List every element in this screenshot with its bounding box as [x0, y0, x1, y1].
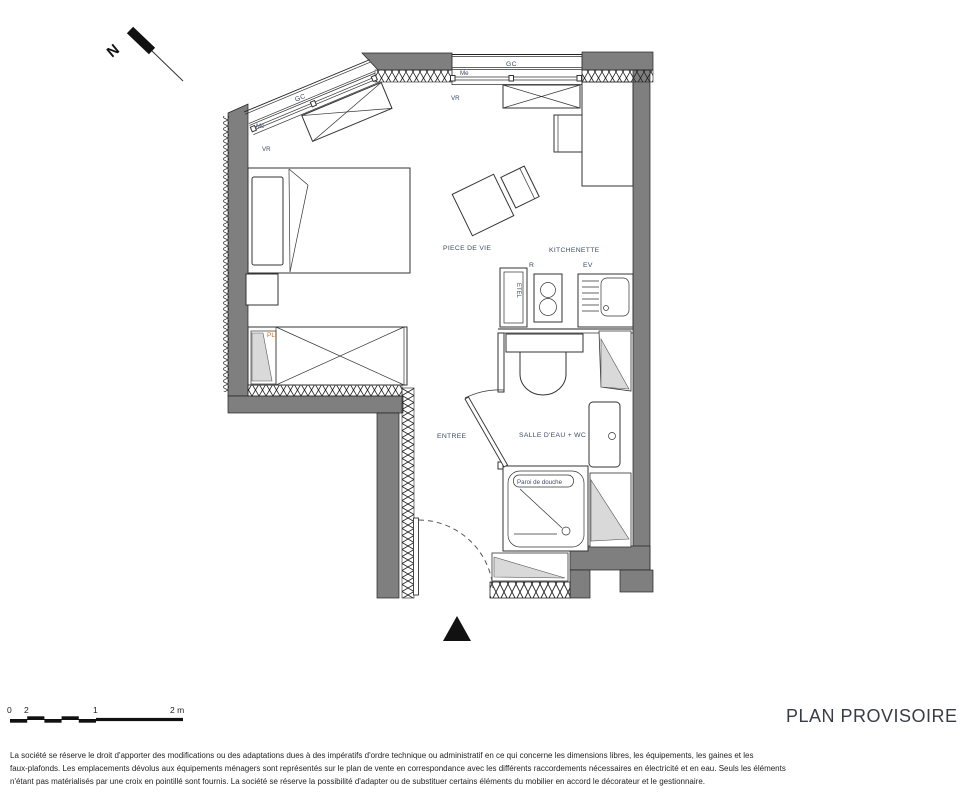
disclaimer-line-3: n'étant pas matérialisés par une croix en pointillé sont fournis. La société se réserve la possibilité d'adapter ou de substituer certains éléments du mobilier en accord le décorateur et le gestionnaire. — [10, 777, 705, 786]
window-joint — [577, 76, 582, 82]
north-needle — [130, 30, 152, 51]
nightstand — [246, 274, 278, 305]
hatch-bottom — [490, 582, 570, 598]
guardrail-label-top: GC — [506, 61, 517, 68]
guardrail-label-diagonal: GC — [294, 92, 307, 104]
north-needle-tail — [151, 50, 183, 81]
wall-top-left-joint — [362, 53, 452, 70]
shower — [503, 466, 588, 551]
duct-bottom — [492, 553, 568, 581]
hatch-top-right — [582, 70, 653, 82]
bed — [248, 168, 410, 273]
bathroom-door-leaf — [465, 397, 508, 467]
wall-bottom-right-corner — [620, 570, 653, 592]
wall-bottom-left — [228, 396, 403, 413]
pillow — [252, 177, 283, 265]
disclaimer-line-2: faux-plafonds. Les emplacements dévolus aux équipements ménagers sont représentés sur le plan de vente en correspondance avec les différents raccordements nécessaires en électricité et en eau. Seuls les éléments — [10, 764, 786, 773]
tall-cabinet — [500, 268, 527, 327]
scale-bar — [7, 705, 184, 723]
wall-entry-left — [377, 413, 399, 598]
desk — [582, 82, 633, 186]
wall-left — [228, 104, 248, 396]
scale-tick-02: 2 — [24, 705, 29, 715]
crossed-box-top-window — [503, 85, 580, 108]
kitchen-sink — [578, 274, 633, 327]
room-label-entry: ENTREE — [437, 433, 467, 440]
desk-chair — [554, 115, 582, 152]
disclaimer — [10, 749, 966, 788]
cooktop — [534, 274, 562, 322]
wall-top-right — [582, 52, 653, 70]
toilet — [506, 334, 583, 395]
scale-tick-2m: 2 m — [170, 705, 185, 715]
shower-screen-label: Paroi de douche — [517, 479, 563, 486]
me-label-top: Me — [460, 70, 469, 77]
hatch-under-closet — [248, 384, 402, 396]
hatch-entry-wall — [402, 388, 414, 598]
plan-title: PLAN PROVISOIRE — [786, 706, 958, 726]
window-joint — [451, 76, 456, 82]
hatch-top-left — [375, 70, 452, 82]
wall-bottom-right-step — [570, 570, 590, 598]
room-label-kitchen: KITCHENETTE — [549, 247, 600, 254]
kitchenette — [500, 262, 633, 327]
vr-label-top: VR — [451, 95, 460, 102]
scale-tick-0: 0 — [7, 705, 12, 715]
duct-upper-right — [599, 331, 631, 391]
disclaimer-line-1: La société se réserve le droit d'apporter des modifications ou des adaptations dues à des impératifs d'ordre technique ou administratif en ce qui concerne les dimensions libres, les équipements, les gaines et les — [10, 751, 754, 760]
north-arrow — [104, 30, 183, 81]
entry-door-swing — [419, 520, 493, 588]
room-label-living: PIECE DE VIE — [443, 245, 492, 252]
entry-door-leaf — [414, 518, 419, 595]
serration-left-wall — [223, 116, 229, 392]
vr-label-diagonal: VR — [262, 146, 271, 153]
window-top — [451, 55, 583, 109]
bathroom — [465, 329, 633, 581]
washbasin — [589, 402, 620, 467]
duct-lower-right — [590, 473, 631, 547]
bathroom-door — [465, 390, 508, 467]
room-label-bathroom: SALLE D'EAU + WC — [519, 432, 587, 439]
closet-pl — [248, 327, 407, 385]
me-label-diagonal: Me — [256, 123, 265, 130]
tall-cabinet-label: ETEL — [515, 283, 521, 299]
sink-label: EV — [583, 262, 593, 269]
window-joint — [509, 76, 514, 82]
bathroom-wall-left — [498, 333, 504, 392]
entrance-arrow — [443, 616, 471, 641]
toilet-cistern — [506, 334, 583, 352]
wall-right — [633, 70, 650, 583]
closet-label: PL — [267, 332, 275, 339]
toilet-bowl — [520, 352, 566, 395]
hotplate-label: R — [529, 262, 535, 269]
scale-tick-1: 1 — [93, 705, 98, 715]
entry-door — [414, 518, 494, 595]
north-label: N — [103, 41, 123, 62]
